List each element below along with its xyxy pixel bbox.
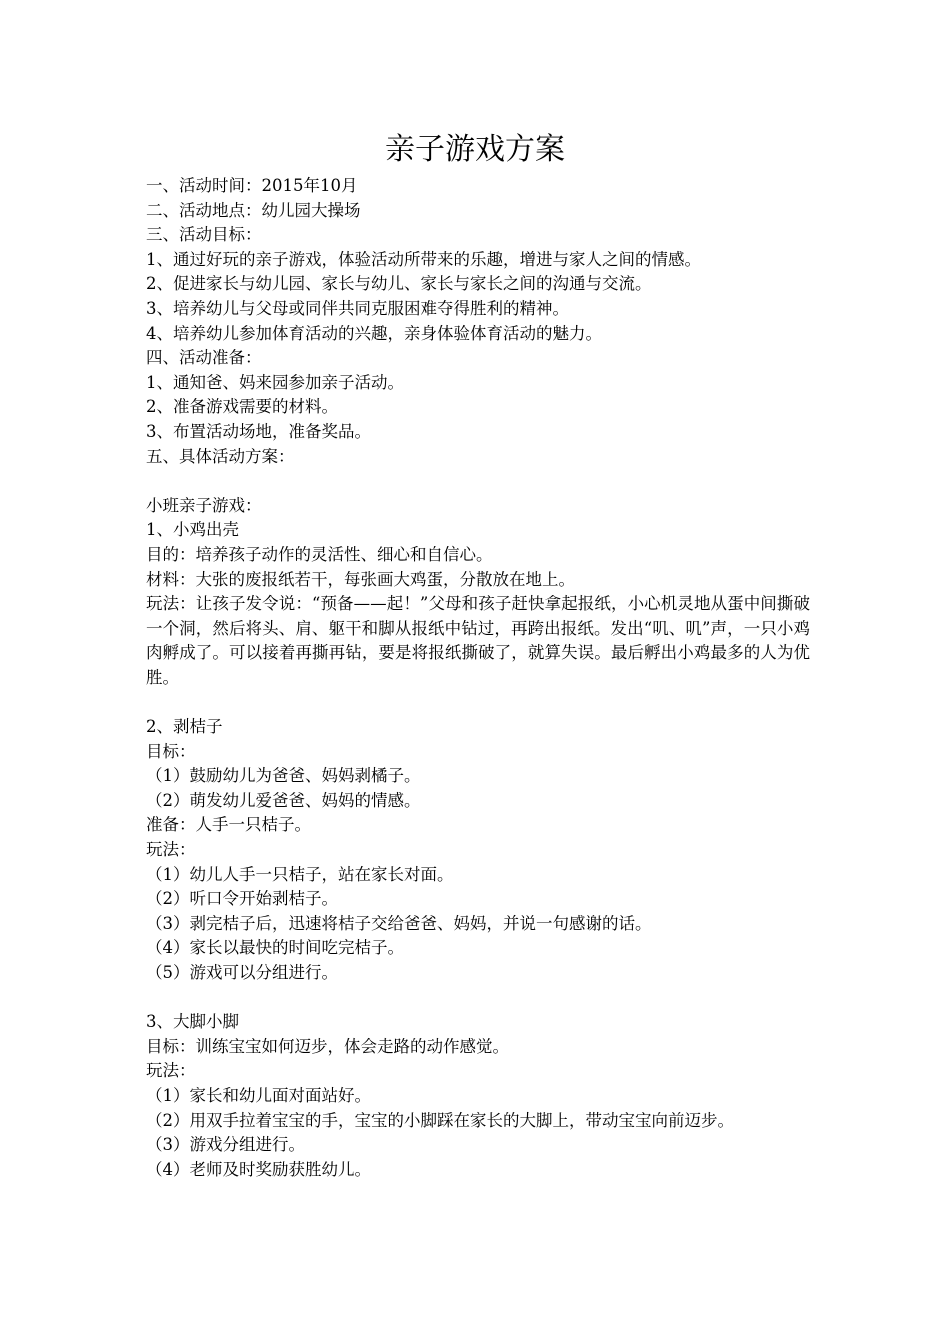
game-detail: 玩法：	[146, 1061, 196, 1081]
goal-item: 3、培养幼儿与父母或同伴共同克服困难夺得胜利的精神。	[146, 298, 569, 318]
line-activity-time: 一、活动时间：2015年10月	[146, 176, 358, 195]
document-body	[146, 174, 810, 1182]
preparation-item: 3、布置活动场地，准备奖品。	[146, 421, 371, 441]
game-detail: （2）听口令开始剥桔子。	[146, 889, 338, 909]
goal-item: 4、培养幼儿参加体育活动的兴趣，亲身体验体育活动的魅力。	[146, 323, 602, 343]
game-detail: 材料：大张的废报纸若干，每张画大鸡蛋，分散放在地上。	[146, 569, 575, 589]
game-title: 2、剥桔子	[146, 717, 223, 737]
goal-item: 1、通过好玩的亲子游戏，体验活动所带来的乐趣，增进与家人之间的情感。	[146, 249, 701, 269]
game-detail: （4）家长以最快的时间吃完桔子。	[146, 938, 404, 958]
game-instructions-paragraph: 玩法：让孩子发令说：“预备——起！”父母和孩子赶快拿起报纸，小心机灵地从蛋中间撕破一个洞，然后将头、肩、躯干和脚从报纸中钻过，再跨出报纸。发出“叽、叽”声，一只小鸡肉孵成了。可以接着再撕再钻，要是将报纸撕破了，就算失误。最后孵出小鸡最多的人为优胜。	[146, 594, 810, 687]
game-detail: 目标：	[146, 741, 196, 761]
blank-line	[146, 690, 810, 715]
heading-activity-plan: 五、具体活动方案：	[146, 446, 295, 466]
heading-activity-goals: 三、活动目标：	[146, 225, 262, 245]
game-detail: 目标：训练宝宝如何迈步，体会走路的动作感觉。	[146, 1036, 509, 1056]
game-detail: 准备：人手一只桔子。	[146, 815, 311, 835]
game-detail: （3）剥完桔子后，迅速将桔子交给爸爸、妈妈，并说一句感谢的话。	[146, 913, 652, 933]
game-title: 3、大脚小脚	[146, 1012, 239, 1032]
preparation-item: 1、通知爸、妈来园参加亲子活动。	[146, 372, 404, 392]
game-detail: （1）幼儿人手一只桔子，站在家长对面。	[146, 864, 454, 884]
heading-activity-preparation: 四、活动准备：	[146, 348, 262, 368]
blank-line	[146, 469, 810, 494]
game-detail: 目的：培养孩子动作的灵活性、细心和自信心。	[146, 544, 493, 564]
game-detail: （1）家长和幼儿面对面站好。	[146, 1085, 371, 1105]
game-detail: （5）游戏可以分组进行。	[146, 963, 338, 982]
page-title: 亲子游戏方案	[385, 132, 565, 167]
game-title: 1、小鸡出壳	[146, 520, 239, 540]
game-detail: （4）老师及时奖励获胜幼儿。	[146, 1159, 371, 1179]
heading-small-class-games: 小班亲子游戏：	[146, 495, 262, 515]
line-activity-location: 二、活动地点：幼儿园大操场	[146, 200, 361, 220]
game-detail: （1）鼓励幼儿为爸爸、妈妈剥橘子。	[146, 766, 421, 786]
blank-line	[146, 986, 810, 1011]
preparation-item: 2、准备游戏需要的材料。	[146, 397, 338, 417]
goal-item: 2、促进家长与幼儿园、家长与幼儿、家长与家长之间的沟通与交流。	[146, 274, 652, 294]
game-detail: （2）用双手拉着宝宝的手，宝宝的小脚踩在家长的大脚上，带动宝宝向前迈步。	[146, 1110, 734, 1130]
game-detail: 玩法：	[146, 840, 196, 860]
game-detail: （3）游戏分组进行。	[146, 1135, 305, 1155]
game-detail: （2）萌发幼儿爱爸爸、妈妈的情感。	[146, 790, 421, 810]
